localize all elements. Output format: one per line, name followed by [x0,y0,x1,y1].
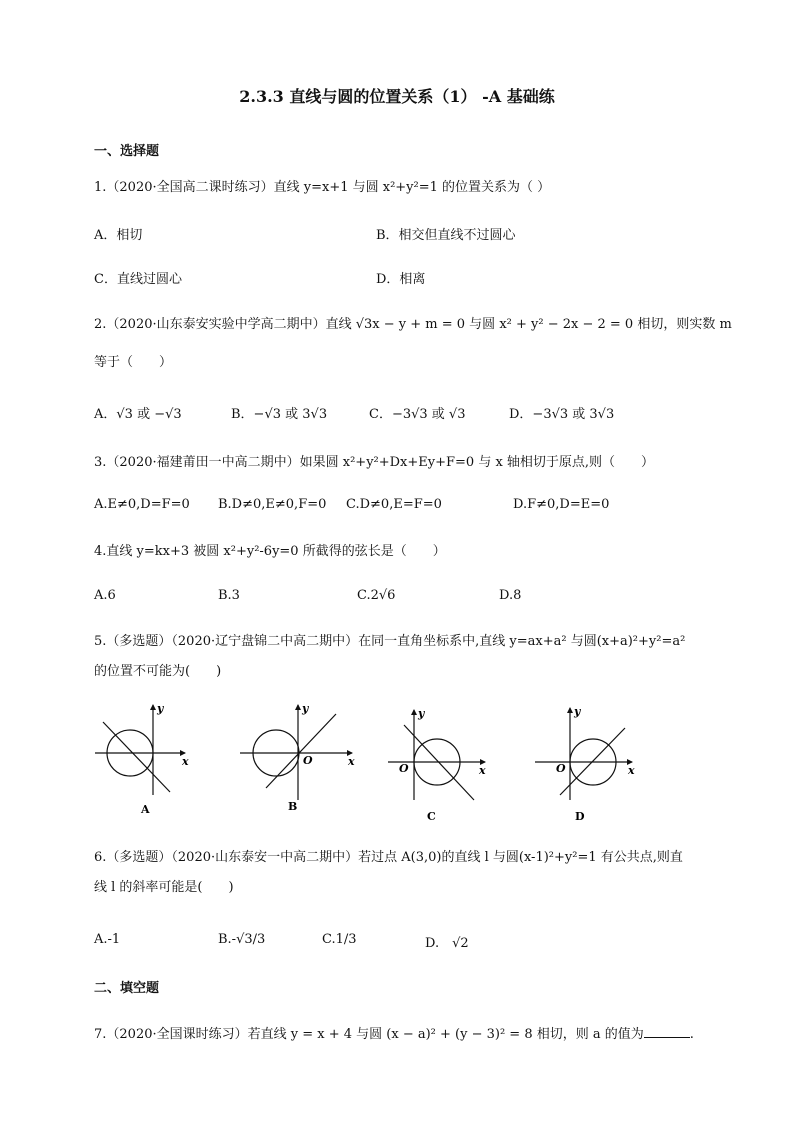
question-4-option-b: B.3 [218,588,240,603]
figure-c-label: C [427,810,436,823]
figure-d-origin: O [556,762,566,775]
figure-a-line [103,722,170,792]
figure-b-line [266,714,336,788]
question-7-end: . [689,1027,694,1042]
question-2-option-c: C．−3√3 或 √3 [369,407,466,422]
question-7-text: 7.（2020·全国课时练习）若直线 y = x + 4 与圆 (x − a)² + (y − 3)² = 8 相切，则 a 的值为 [94,1027,644,1042]
question-4-option-d: D.8 [499,588,522,603]
figure-a-y-label: y [157,702,164,715]
question-1-option-a: A．相切 [94,228,143,243]
figure-b-label: B [288,800,298,813]
figure-b-x-label: x [348,755,355,768]
figure-a-x-label: x [182,755,189,768]
figure-b-origin: O [303,754,313,767]
figure-d-label: D [575,810,585,823]
answer-blank[interactable] [644,1025,690,1038]
question-6-option-d: D. √2 [425,936,469,951]
question-4-text: 4.直线 y=kx+3 被圆 x²+y²-6y=0 所截得的弦长是（ ） [94,544,446,559]
question-1-option-c: C．直线过圆心 [94,272,182,287]
figure-c-y-label: y [418,707,425,720]
question-3-option-a: A.E≠0,D=F=0 [94,497,190,512]
question-4-option-c: C.2√6 [357,588,396,603]
question-2-text-line2: 等于（ ） [94,355,173,370]
question-6-text-line2: 线 l 的斜率可能是( ) [94,880,234,895]
section-heading-fill: 二、填空题 [94,981,160,996]
question-2-text: 2.（2020·山东泰安实验中学高二期中）直线 √3x − y + m = 0 与圆 x² + y² − 2x − 2 = 0 相切，则实数 m [94,317,732,332]
figure-a-label: A [141,803,150,816]
figure-b [240,702,355,813]
question-2-option-b: B．−√3 或 3√3 [231,407,328,422]
figure-c [388,707,486,823]
question-2-option-d: D．−3√3 或 3√3 [509,407,615,422]
question-5-figures [90,700,730,825]
figure-b-y-label: y [302,702,309,715]
question-3-option-c: C.D≠0,E=F=0 [346,497,442,512]
question-4-option-a: A.6 [94,588,116,603]
question-1-option-b: B．相交但直线不过圆心 [376,228,516,243]
question-6-option-c: C.1/3 [322,932,357,947]
figure-d [535,705,635,823]
figure-a [95,702,189,816]
question-6-option-b: B.-√3/3 [218,932,266,947]
question-3-text: 3.（2020·福建莆田一中高二期中）如果圆 x²+y²+Dx+Ey+F=0 与 x 轴相切于原点,则（ ） [94,455,655,470]
page-title: 2.3.3 直线与圆的位置关系（1） -A 基础练 [239,87,555,106]
figure-d-x-label: x [628,764,635,777]
question-1-option-d: D．相离 [376,272,426,287]
figure-c-origin: O [399,762,409,775]
question-7 [94,1025,694,1045]
question-6-option-a: A.-1 [94,932,121,947]
question-6-text: 6.（多选题）（2020·山东泰安一中高二期中）若过点 A(3,0)的直线 l 与圆(x-1)²+y²=1 有公共点,则直 [94,850,683,865]
question-3-option-d: D.F≠0,D=E=0 [513,497,610,512]
question-2-option-a: A．√3 或 −√3 [94,407,182,422]
question-5-text-line2: 的位置不可能为( ) [94,664,222,679]
question-5-text: 5.（多选题）（2020·辽宁盘锦二中高二期中）在同一直角坐标系中,直线 y=ax+a² 与圆(x+a)²+y²=a² [94,634,686,649]
section-heading-choice: 一、选择题 [94,144,160,159]
question-3-option-b: B.D≠0,E≠0,F=0 [218,497,327,512]
question-1-text: 1.（2020·全国高二课时练习）直线 y=x+1 与圆 x²+y²=1 的位置关系为（ ） [94,180,551,195]
figure-d-y-label: y [574,705,581,718]
figure-c-x-label: x [479,764,486,777]
